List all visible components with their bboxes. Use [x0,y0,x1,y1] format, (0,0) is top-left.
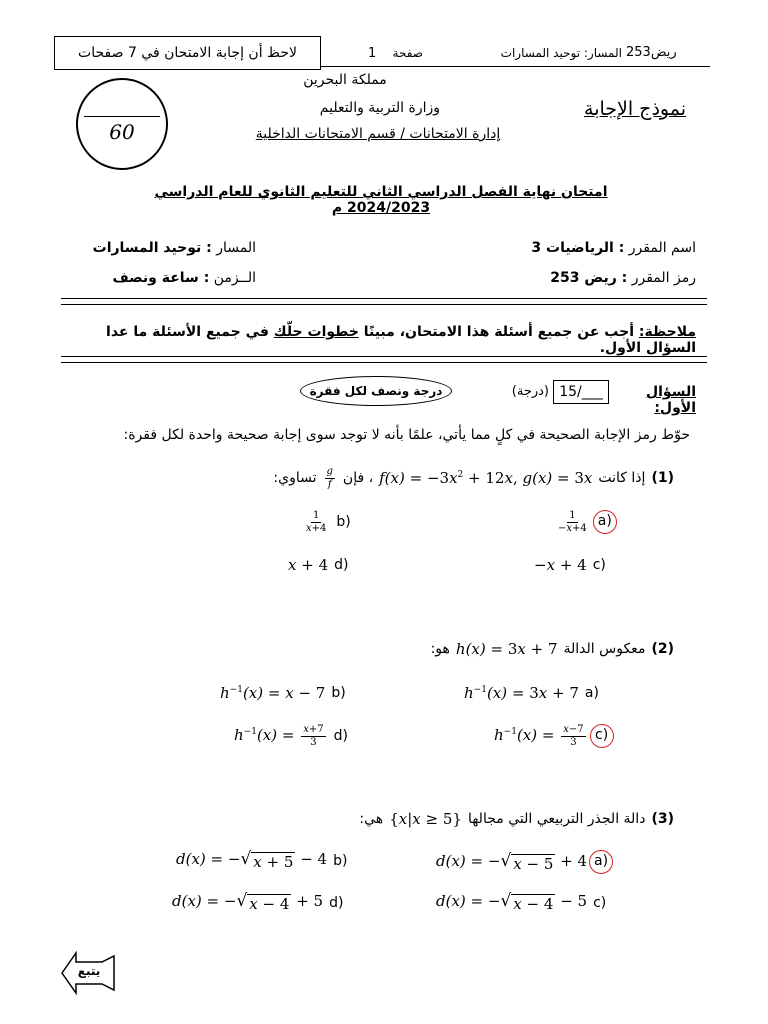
q3-option-a[interactable] [436,850,613,874]
q1-label: السؤال الأول: [645,384,696,416]
ministry-name: وزارة التربية والتعليم [319,100,440,116]
instruction: حوّط رمز الإجابة الصحيحة في كلٍ مما يأتي، علمًا بأنه لا توجد سوى إجابة صحيحة واحدة لكل فقرة: [123,427,690,443]
q3-option-c-letter: c) [593,894,607,911]
q2-row [360,640,674,658]
q1-option-c-expr: −x + 4 [534,556,587,574]
q2-option-d[interactable] [234,724,348,748]
q1-option-a-letter [597,510,617,534]
q1-option-a-expr: $\frac{1}{-x+4}$ [558,510,587,534]
q2-option-d-expr: $h^{-1}(x)$ = $\frac{x+7}{3}$ [234,724,324,748]
continue-arrow [60,950,116,996]
exam-title: امتحان نهاية الفصل الدراسي الثاني للتعليم الثانوي للعام الدراسي 2024/2023 م [154,184,608,216]
q1-option-d-letter: d) [334,557,349,573]
q1-number: (1) [651,470,674,486]
track-label: المسار [216,240,256,256]
q1-option-b[interactable] [302,510,351,534]
q1-option-b-letter: b) [336,514,351,530]
note-part1: أجب عن جميع أسئلة هذا الامتحان، مبينًا [358,324,639,340]
q2-option-c-letter [594,724,614,748]
score-value: 60 [109,120,135,144]
correct-answer-circle: a) [593,510,617,534]
continue-text: يتبع [77,964,101,978]
department-name: إدارة الامتحانات / قسم الامتحانات الداخلية [255,126,501,142]
separator-top [61,298,707,305]
separator-bottom [61,356,707,363]
q3-option-c-expr: d(x) = − √ x − 4 − 5 [436,891,588,913]
q3-option-d-letter: d) [329,894,344,911]
note [90,324,696,356]
q2-option-c-expr: $h^{-1}(x)$ = $\frac{x-7}{3}$ [494,724,584,748]
q1-option-d[interactable] [288,556,348,574]
q3-row [340,810,674,828]
q1-option-b-expr: $\frac{1}{x+4}$ [306,510,327,534]
q1-marks: (درجة) [511,384,549,399]
q2-text: معكوس الدالة [563,641,646,657]
q1-text-end: تساوي: [273,470,317,486]
q3-text: دالة الجذر التربيعي التي مجالها [467,811,646,827]
notice-text: لاحظ أن إجابة الامتحان في 7 صفحات [78,45,297,61]
correct-answer-circle: a) [589,850,613,874]
q1-bubble [300,376,452,406]
score-circle [76,78,168,170]
q3-domain: {x|x ≥ 5} [389,810,462,828]
time-value: : ساعة ونصف [112,270,210,286]
q2-option-a-expr: $h^{-1}(x) = 3x + 7$ [464,684,579,702]
q3-text-end: هي: [359,811,384,827]
q2-option-b[interactable] [220,684,346,702]
q2-function: h(x) = 3x + 7 [455,640,558,658]
course-code-label: رمز المقرر [631,270,696,286]
header-course-code: ريض253 [626,45,677,60]
q3-option-a-expr: d(x) = − √ x − 5 + 4 [436,850,588,873]
q2-option-d-letter: d) [333,728,348,744]
q3-option-d[interactable] [172,892,343,913]
q1-option-a[interactable] [554,510,617,534]
track-value: : توحيد المسارات [92,240,212,256]
time-row [76,270,256,286]
q1-option-d-expr: x + 4 [288,556,329,574]
course-code-row [470,270,696,286]
score-circle-line [84,116,160,117]
q1-row [150,466,674,490]
course-name-value: : الرياضيات 3 [531,240,625,256]
q3-option-b-letter: b) [333,852,348,869]
note-label: ملاحظة: [638,324,696,340]
q1-text-start: إذا كانت [598,470,646,486]
q1-then: ، فإن [342,470,374,486]
correct-answer-circle: c) [590,724,614,748]
q3-option-a-letter [593,850,613,874]
header-track: المسار: توحيد المسارات [500,46,622,60]
note-underlined: خطوات حلّك [273,324,359,340]
q1-ratio: $\frac{g}{f}$ [326,466,333,490]
q2-option-a[interactable] [464,684,599,702]
q2-text-end: هو: [430,641,450,657]
q2-option-a-letter: a) [584,685,599,701]
q3-option-d-expr: d(x) = − √ x − 4 + 5 [172,891,324,913]
q1-bubble-text: درجة ونصف لكل فقرة [309,384,443,398]
q3-number: (3) [651,811,674,827]
notice-box [54,36,321,70]
course-name-label: اسم المقرر [628,240,696,256]
q2-option-b-letter: b) [331,685,346,701]
note-part2: في جميع الأسئلة ما عدا السؤال الأول. [106,324,696,356]
q2-option-b-expr: $h^{-1}(x) = x - 7$ [220,684,326,702]
q2-option-c[interactable] [494,724,614,748]
header-line [320,66,710,67]
page-label: صفحة [392,46,423,60]
q1-functions: $f(x) = -3x^2 + 12x$, g(x) = 3x [379,469,593,487]
q1-option-c[interactable] [534,556,606,574]
time-label: الــزمن [213,270,256,286]
q1-option-c-letter: c) [592,557,606,573]
q3-option-b-expr: d(x) = − √ x + 5 − 4 [176,849,328,871]
course-code-value: : ريض 253 [550,270,628,286]
q3-option-c[interactable] [436,892,606,913]
q3-option-b[interactable] [176,850,347,871]
answer-model-title: نموذج الإجابة [584,98,686,120]
course-name-row [470,240,696,256]
kingdom-name: مملكة البحرين [303,72,387,88]
page-number: 1 [368,46,377,61]
q2-number: (2) [651,641,674,657]
track-row [76,240,256,256]
q1-score-box: 15/___ [553,380,609,404]
